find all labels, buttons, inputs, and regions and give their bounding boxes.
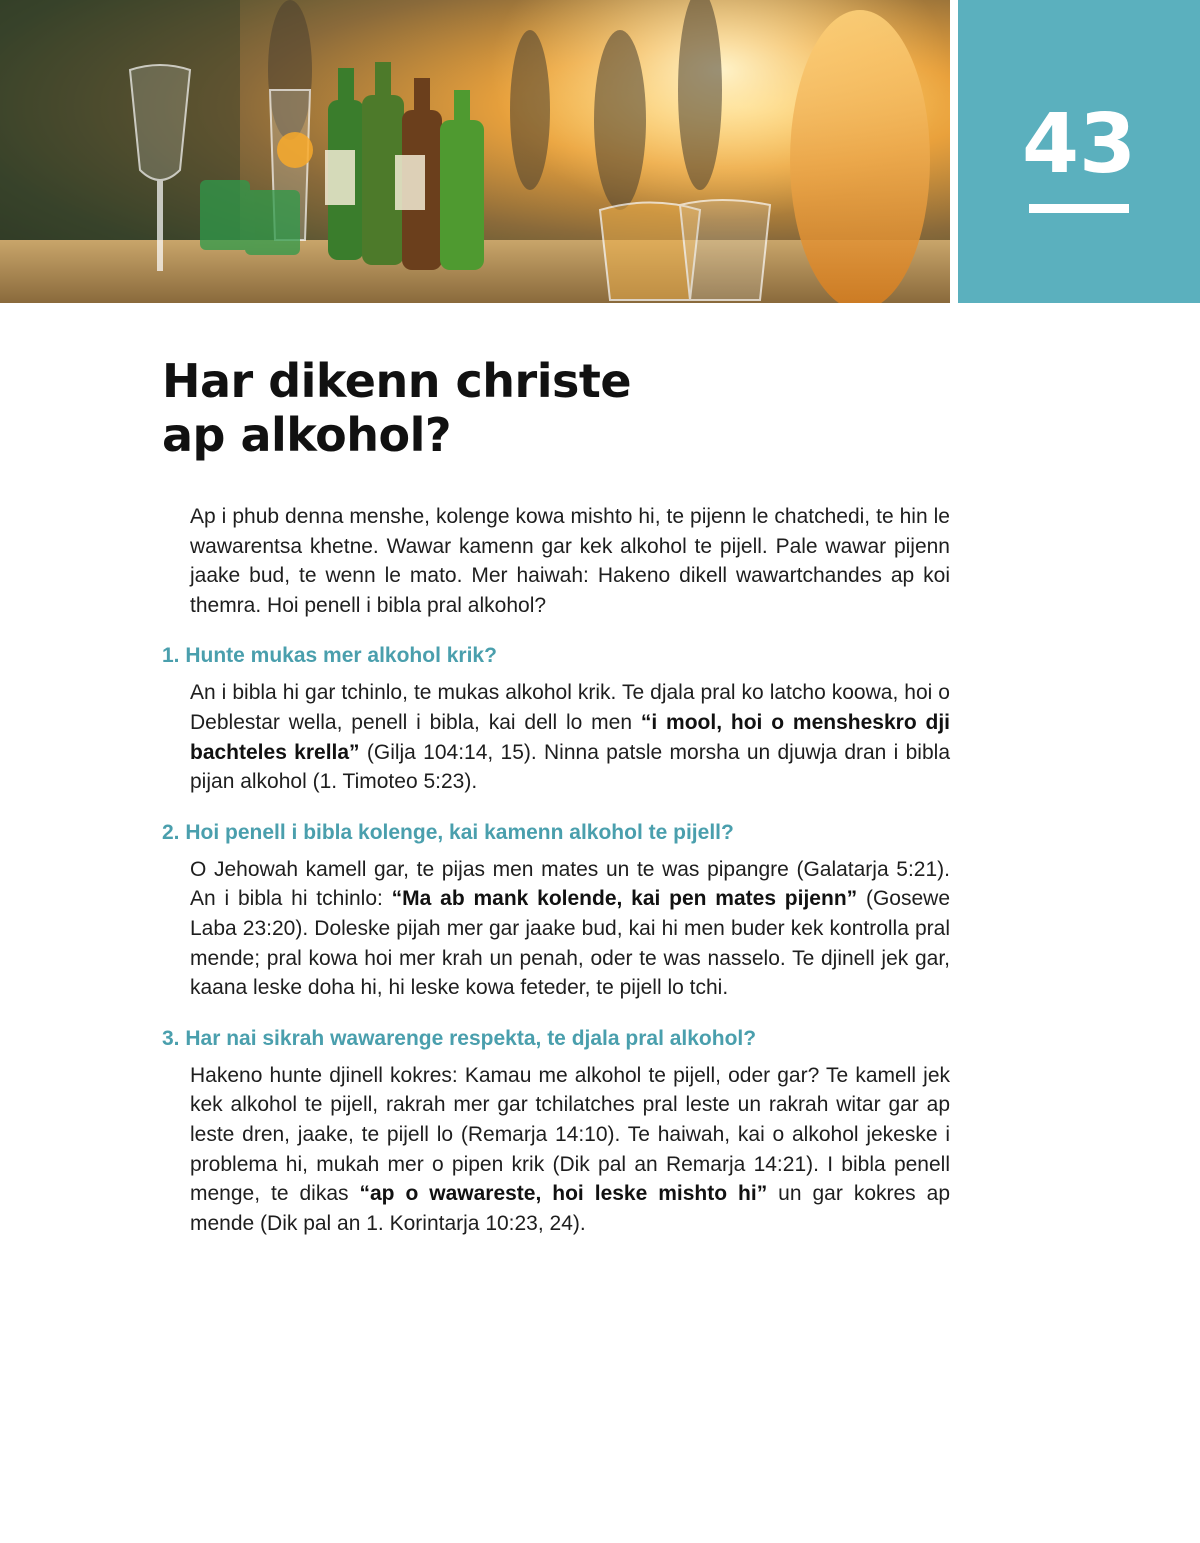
answer-text: Hakeno hunte djinell kokres: Kamau me alkohol te pijell, oder gar? Te kamell jek kek alkohol te pijell, rakrah mer gar tchilatches pral leste un rakrah witar gar ap leste dren, jaake, te pijell lo (Remarja 14:10). Te haiwah, kai o alkohol jekeske i problema hi, mukah mer o pipen krik (Dik pal an Remarja 14:21). I bibla penell menge, te dikas: [190, 1063, 950, 1206]
intro-paragraph: Ap i phub denna menshe, kolenge kowa mishto hi, te pijenn le chatchedi, te hin le wawarentsa khetne. Wawar kamenn gar kek alkohol te pijell. Pale wawar pijenn jaake bud, te wenn le mato. Mer haiwah: Hakeno dikell wawartchandes ap koi themra. Hoi penell i bibla pral alkohol?: [190, 505, 950, 617]
page-title-line-1: Har dikenn christe: [162, 354, 632, 408]
party-scene-illustration: [0, 0, 950, 303]
answer-paragraph: [190, 855, 950, 1003]
section-3: [162, 1025, 950, 1239]
answer-paragraph: [190, 678, 950, 796]
lesson-number-underline: [1029, 204, 1129, 213]
answer-text: un gar kokres ap mende (Dik pal an 1. Korintarja 10:23, 24).: [190, 1182, 950, 1235]
page-title-line-2: ap alkohol?: [162, 408, 452, 462]
section-2: [162, 819, 950, 1003]
lesson-number: 43: [1021, 97, 1137, 192]
answer-text: (Gilja 104:14, 15). Ninna patsle morsha un djuwja dran i bibla pijan alkohol (1. Timoteo 5:23).: [190, 740, 950, 794]
scripture-quote: “ap o wawareste, hoi leske mishto hi”: [359, 1182, 768, 1206]
header-photo: [0, 0, 950, 303]
answer-text: An i bibla hi gar tchinlo, te mukas alkohol krik. Te djala pral ko latcho koowa, hoi o Deblestar wella, penell i bibla, kai dell lo men: [190, 681, 950, 734]
answer-text: (Gosewe Laba 23:20). Doleske pijah mer gar jaake bud, kai hi men buder kek kontrolla pral mende; pral kowa hoi mer krah un penah, oder te was nasselo. Te djinell jek gar, kaana leske doha hi, hi leske kowa feteder, te pijell lo tchi.: [190, 887, 950, 1000]
question-heading: 3. Har nai sikrah wawarenge respekta, te djala pral alkohol?: [162, 1026, 757, 1050]
lesson-number-box: [958, 0, 1200, 303]
scripture-quote: “i mool, hoi o mensheskro dji bachteles krella”: [190, 710, 950, 764]
question-heading: 1. Hunte mukas mer alkohol krik?: [162, 644, 497, 668]
scripture-quote: “Ma ab mank kolende, kai pen mates pijenn”: [391, 887, 858, 911]
page-title: [162, 354, 862, 462]
answer-text: O Jehowah kamell gar, te pijas men mates un te was pipangre (Galatarja 5:21). An i bibla hi tchinlo:: [190, 857, 950, 911]
lesson-content: [162, 502, 950, 1238]
section-1: [162, 642, 950, 796]
question-heading: 2. Hoi penell i bibla kolenge, kai kamenn alkohol te pijell?: [162, 820, 734, 844]
answer-paragraph: [190, 1061, 950, 1239]
